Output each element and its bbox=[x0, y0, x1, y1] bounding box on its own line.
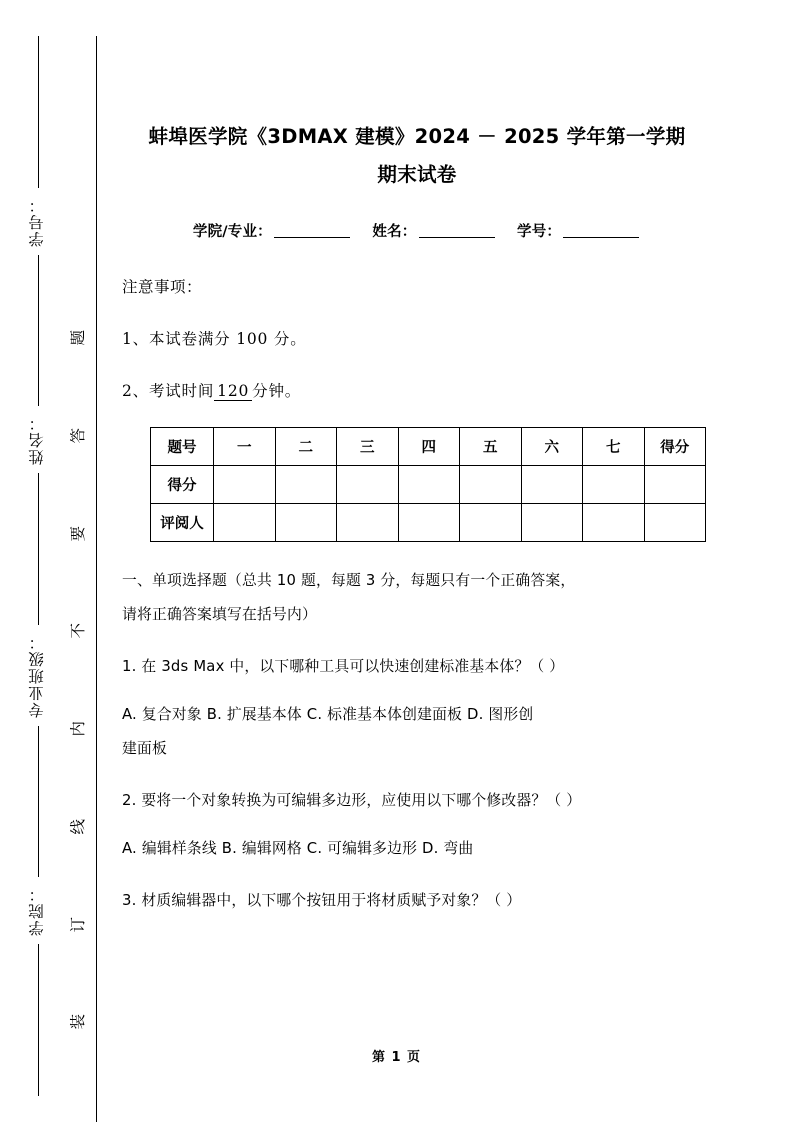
margin-outer-labels bbox=[10, 36, 66, 1096]
score-cell[interactable] bbox=[583, 466, 645, 504]
score-row-header: 评阅人 bbox=[151, 504, 214, 542]
margin-char: 装 bbox=[69, 1014, 88, 1030]
section-heading-line-1: 一、单项选择题（总共 10 题，每题 3 分，每题只有一个正确答案， bbox=[122, 572, 576, 589]
college-major-label: 学院/专业： bbox=[192, 224, 272, 240]
question-options bbox=[122, 698, 712, 766]
margin-char: 订 bbox=[69, 916, 88, 933]
reviewer-cell[interactable] bbox=[460, 504, 522, 542]
table-row bbox=[151, 466, 706, 504]
section-heading bbox=[122, 564, 712, 632]
score-cell[interactable] bbox=[337, 466, 399, 504]
margin-rule-segment bbox=[38, 726, 39, 878]
table-row bbox=[151, 428, 706, 466]
margin-rule-segment bbox=[38, 36, 39, 188]
score-col-header: 七 bbox=[583, 428, 645, 466]
question-options bbox=[122, 832, 712, 866]
title-line-1: 蚌埠医学院《3DMAX 建模》2024 － 2025 学年第一学期 bbox=[148, 125, 686, 148]
score-col-header: 三 bbox=[337, 428, 399, 466]
score-col-header: 五 bbox=[460, 428, 522, 466]
margin-char: 不 bbox=[69, 623, 88, 639]
score-row-header: 得分 bbox=[151, 466, 214, 504]
table-row bbox=[151, 504, 706, 542]
page-footer: 第 1 页 bbox=[371, 1050, 422, 1065]
margin-binding-notice bbox=[62, 330, 96, 1030]
name-blank[interactable] bbox=[419, 237, 495, 238]
student-id-blank[interactable] bbox=[563, 237, 639, 238]
score-cell[interactable] bbox=[460, 466, 522, 504]
college-major-blank[interactable] bbox=[274, 237, 350, 238]
margin-label-student-id: 学号： bbox=[28, 195, 47, 247]
score-col-header: 一 bbox=[214, 428, 276, 466]
score-row-header: 题号 bbox=[151, 428, 214, 466]
reviewer-cell[interactable] bbox=[275, 504, 337, 542]
margin-label-class: 专业班级： bbox=[28, 632, 47, 718]
notice-item-2 bbox=[122, 379, 712, 401]
exam-duration-value: 120 bbox=[214, 382, 252, 401]
margin-char: 题 bbox=[69, 329, 88, 346]
notice-item-1: 1、本试卷满分 100 分。 bbox=[122, 330, 307, 348]
score-cell[interactable] bbox=[275, 466, 337, 504]
notice-heading: 注意事项： bbox=[122, 278, 203, 296]
score-col-header: 二 bbox=[275, 428, 337, 466]
question-stem: 1. 在 3ds Max 中，以下哪种工具可以快速创建标准基本体？（ ） bbox=[122, 658, 565, 675]
score-cell[interactable] bbox=[521, 466, 583, 504]
score-col-header: 得分 bbox=[644, 428, 706, 466]
score-col-header: 四 bbox=[398, 428, 460, 466]
question-stem: 2. 要将一个对象转换为可编辑多边形，应使用以下哪个修改器？（ ） bbox=[122, 792, 582, 809]
student-info-line bbox=[122, 220, 712, 241]
reviewer-cell[interactable] bbox=[644, 504, 706, 542]
score-cell[interactable] bbox=[398, 466, 460, 504]
reviewer-cell[interactable] bbox=[583, 504, 645, 542]
section-heading-line-2: 请将正确答案填写在括号内） bbox=[122, 606, 317, 623]
question-options-line-1: A. 编辑样条线 B. 编辑网格 C. 可编辑多边形 D. 弯曲 bbox=[122, 840, 474, 857]
margin-char: 答 bbox=[69, 427, 88, 444]
binding-vertical-rule bbox=[96, 36, 97, 1122]
margin-label-college: 学院： bbox=[28, 885, 47, 937]
margin-rule-segment bbox=[38, 944, 39, 1096]
reviewer-cell[interactable] bbox=[337, 504, 399, 542]
margin-char: 线 bbox=[69, 818, 88, 835]
reviewer-cell[interactable] bbox=[214, 504, 276, 542]
question-options-line-2: 建面板 bbox=[122, 740, 167, 757]
name-label: 姓名： bbox=[372, 224, 417, 240]
reviewer-cell[interactable] bbox=[398, 504, 460, 542]
title-line-2: 期末试卷 bbox=[377, 163, 457, 186]
score-table bbox=[150, 427, 706, 542]
reviewer-cell[interactable] bbox=[521, 504, 583, 542]
margin-char: 要 bbox=[69, 525, 88, 542]
notice-item-2-prefix: 2、考试时间 bbox=[122, 382, 215, 400]
score-col-header: 六 bbox=[521, 428, 583, 466]
margin-rule-segment bbox=[38, 255, 39, 407]
margin-char: 内 bbox=[69, 721, 88, 737]
score-cell[interactable] bbox=[644, 466, 706, 504]
student-id-label: 学号： bbox=[517, 224, 562, 240]
exam-content bbox=[122, 0, 712, 918]
page-title bbox=[122, 118, 712, 194]
margin-rule-segment bbox=[38, 473, 39, 625]
notice-item-2-suffix: 分钟。 bbox=[252, 382, 302, 400]
margin-label-name: 姓名： bbox=[28, 414, 47, 466]
question-stem: 3. 材质编辑器中，以下哪个按钮用于将材质赋予对象？（ ） bbox=[122, 892, 522, 909]
question-options-line-1: A. 复合对象 B. 扩展基本体 C. 标准基本体创建面板 D. 图形创 bbox=[122, 706, 534, 723]
score-cell[interactable] bbox=[214, 466, 276, 504]
